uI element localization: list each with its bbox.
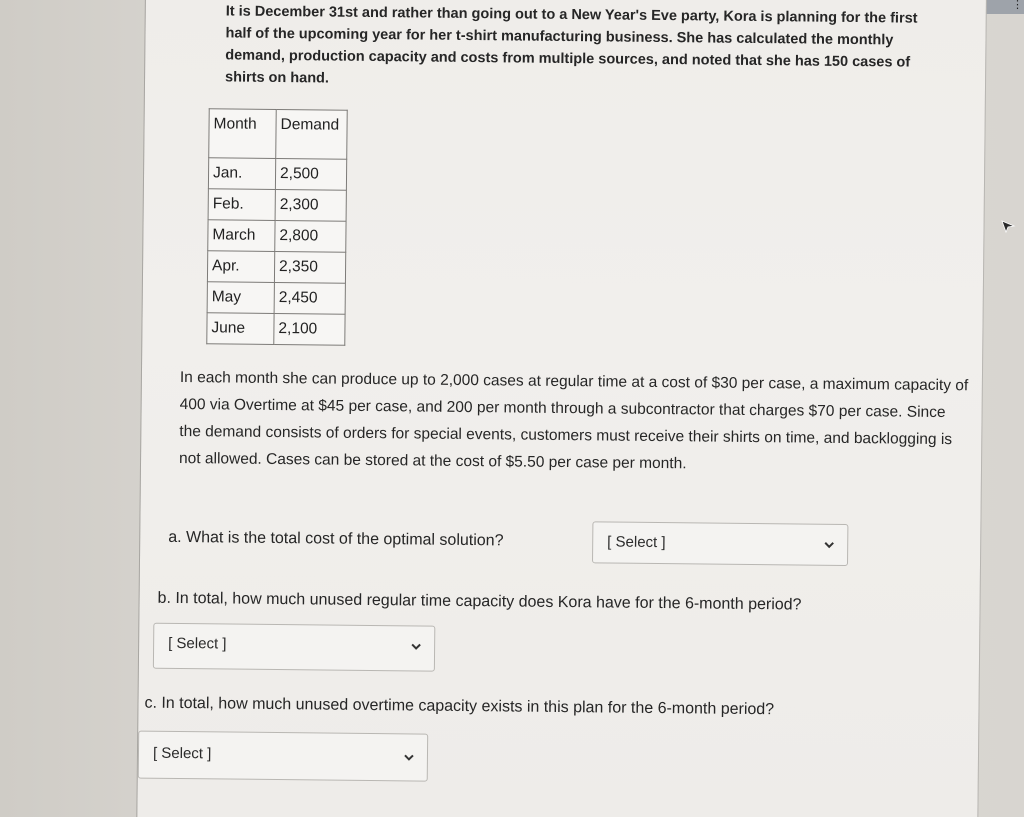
month-cell: March xyxy=(208,220,275,252)
answer-b-select-label: [ Select ] xyxy=(168,634,227,653)
quiz-question-panel xyxy=(136,0,987,817)
month-cell: Feb. xyxy=(208,189,275,221)
demand-table xyxy=(206,108,347,345)
table-row xyxy=(208,158,346,190)
demand-cell: 2,500 xyxy=(275,158,346,190)
chevron-down-icon xyxy=(410,640,422,652)
demand-cell: 2,350 xyxy=(274,251,345,283)
month-cell: June xyxy=(207,313,274,345)
table-row xyxy=(207,313,345,345)
chevron-down-icon xyxy=(823,539,835,551)
chevron-down-icon xyxy=(403,751,415,763)
question-details: In each month she can produce up to 2,000 cases at regular time at a cost of $30 per case, a maximum capacity of 400 via Overtime at $45 per case, and 200 per month through a subcontractor that charges $70 per case. Since the demand consists of orders for special events, customers must receive their shirts on time, and backlogging is not allowed. Cases can be stored at the cost of $5.50 per case per month. xyxy=(178,368,969,473)
answer-a-select-label: [ Select ] xyxy=(607,533,666,552)
table-header-row xyxy=(209,109,348,159)
demand-cell: 2,300 xyxy=(275,189,346,221)
answer-b-select[interactable] xyxy=(153,623,435,672)
question-intro: It is December 31st and rather than going out to a New Year's Eve party, Kora is planning for the first half of the upcoming year for her t-shirt manufacturing business. She has calculated the monthly demand, production capacity and costs from multiple sources, and noted that she has 150 cases of shirts on hand. xyxy=(224,3,918,87)
month-cell: May xyxy=(207,282,274,314)
month-cell: Apr. xyxy=(207,251,274,283)
answer-c-select-label: [ Select ] xyxy=(152,744,212,763)
table-row xyxy=(208,220,346,252)
answer-c-select[interactable] xyxy=(138,731,428,782)
table-row xyxy=(208,189,346,221)
kebab-menu-icon[interactable]: ⋮ xyxy=(1012,0,1023,11)
table-row xyxy=(207,251,345,283)
header-demand: Demand xyxy=(276,109,348,159)
question-c-text: c. In total, how much unused overtime capacity exists in this plan for the 6-month period? xyxy=(144,694,775,719)
table-row xyxy=(207,282,345,314)
answer-a-select[interactable] xyxy=(592,521,848,566)
header-month: Month xyxy=(209,109,277,159)
question-a-text: a. What is the total cost of the optimal solution? xyxy=(168,528,504,550)
demand-cell: 2,100 xyxy=(274,313,345,345)
question-b-text: b. In total, how much unused regular time capacity does Kora have for the 6-month period? xyxy=(157,589,802,614)
month-cell: Jan. xyxy=(208,158,275,190)
demand-cell: 2,800 xyxy=(275,220,346,252)
demand-cell: 2,450 xyxy=(274,282,345,314)
